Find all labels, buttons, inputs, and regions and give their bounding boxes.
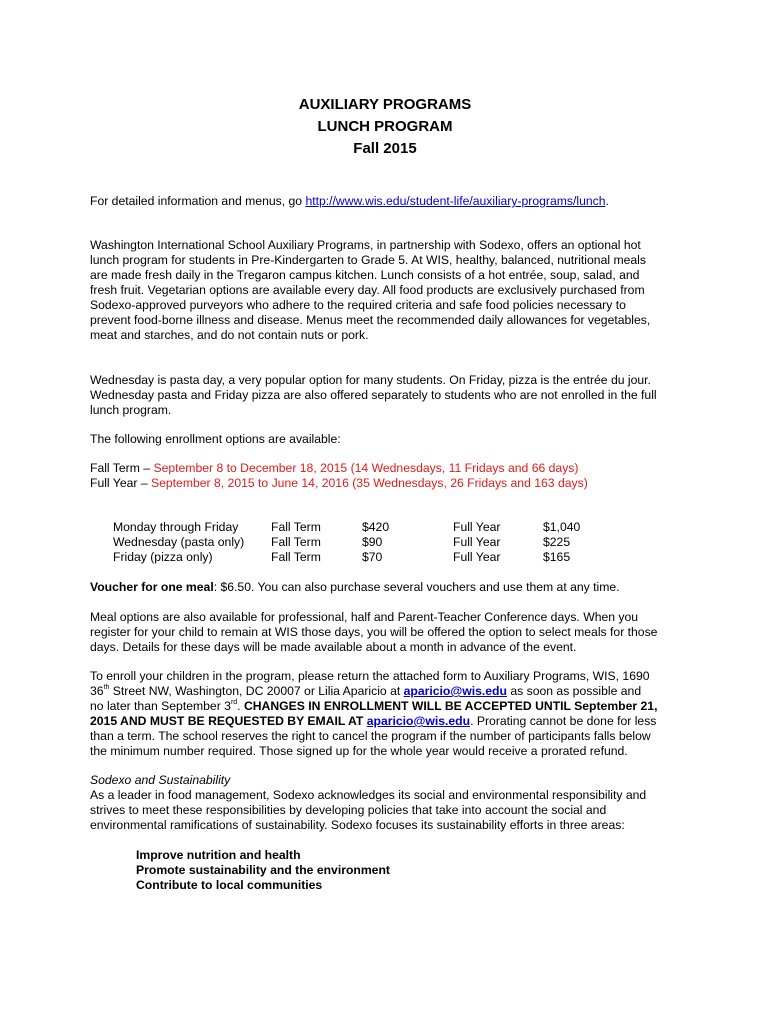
info-prefix: For detailed information and menus, go [90,194,306,208]
sustainability-line: As a leader in food management, Sodexo acknowledges its social and environmental responsibility and [90,788,647,802]
terms-block [90,461,685,491]
info-suffix: . [605,194,609,208]
title-line-3: Fall 2015 [353,140,417,157]
fall-term-label: Fall Term – [90,461,154,475]
year-price: $1,040 [543,520,581,534]
intro-line: Sodexo-approved purveyors who adhere to the required criteria and safe food policies necessary to [90,298,626,312]
enroll-paragraph [90,669,685,759]
enroll-text: 36 [90,684,104,698]
info-paragraph [90,194,685,209]
list-item: Improve nutrition and health [136,848,301,862]
enroll-text: . [237,699,244,713]
pasta-line: Wednesday is pasta day, a very popular option for many students. On Friday, pizza is the entrée du jour. [90,373,651,387]
enroll-superscript: th [103,684,110,691]
intro-line: fresh fruit. Vegetarian options are available every day. All food products are exclusively purchased from [90,283,645,297]
meal-options-line: register for your child to remain at WIS those days, you will be offered the option to select meals for those [90,625,658,639]
enroll-superscript: rd [230,699,238,706]
option-name: Friday (pizza only) [113,550,213,564]
full-year-dates: September 8, 2015 to June 14, 2016 (35 Wednesdays, 26 Fridays and 163 days) [150,476,588,490]
enroll-text: . Prorating cannot be done for less [470,714,657,728]
lunch-info-link[interactable]: http://www.wis.edu/student-life/auxiliary-programs/lunch [305,194,606,208]
meal-options-paragraph [90,610,685,655]
meal-options-line: days. Details for these days will be made available about a month in advance of the event. [90,640,577,654]
intro-line: prevent food-borne illness and disease. Menus meet the recommended daily allowances for vegetables, [90,313,651,327]
term-label: Fall Term [271,535,321,549]
meal-options-line: Meal options are also available for professional, half and Parent-Teacher Conference days. When you [90,610,639,624]
year-price: $165 [543,550,571,564]
option-name: Wednesday (pasta only) [113,535,245,549]
pasta-line: lunch program. [90,403,172,417]
enroll-line: To enroll your children in the program, please return the attached form to Auxiliary Programs, WIS, 1690 [90,669,650,683]
pasta-paragraph [90,373,685,418]
enroll-email-link[interactable]: aparicio@wis.edu [366,714,471,728]
intro-line: meat and starches, and do not contain nuts or pork. [90,328,369,342]
fall-term-dates: September 8 to December 18, 2015 (14 Wednesdays, 11 Fridays and 66 days) [153,461,579,475]
enroll-deadline: 2015 AND MUST BE REQUESTED BY EMAIL AT [90,714,367,728]
term-label: Fall Term [271,550,321,564]
sustainability-heading: Sodexo and Sustainability [90,773,231,787]
year-label: Full Year [453,550,501,564]
term-price: $70 [362,550,383,564]
year-label: Full Year [453,535,501,549]
intro-paragraph [90,238,685,343]
enroll-text: as soon as possible and [506,684,642,698]
enroll-email-link[interactable]: aparicio@wis.edu [403,684,507,698]
pasta-line: Wednesday pasta and Friday pizza are also offered separately to students who are not enrolled in the full [90,388,657,402]
option-name: Monday through Friday [113,520,239,534]
enroll-line: than a term. The school reserves the right to cancel the program if the number of participants falls below [90,729,651,743]
intro-line: Washington International School Auxiliary Programs, in partnership with Sodexo, offers an optional hot [90,238,641,252]
voucher-paragraph [90,580,685,595]
intro-line: are made fresh daily in the Tregaron campus kitchen. Lunch consists of a hot entrée, soup, salad, and [90,268,640,282]
term-label: Fall Term [271,520,321,534]
sustainability-line: strives to meet these responsibilities by developing policies that take into account the social and [90,803,607,817]
enroll-text: no later than September 3 [90,699,231,713]
intro-line: lunch program for students in Pre-Kindergarten to Grade 5. At WIS, healthy, balanced, nutritional meals [90,253,646,267]
title-line-1: AUXILIARY PROGRAMS [298,96,472,113]
sustainability-section [90,773,685,833]
enroll-deadline: CHANGES IN ENROLLMENT WILL BE ACCEPTED UNTIL September 21, [243,699,658,713]
sustainability-line: environmental ramifications of sustainability. Sodexo focuses its sustainability efforts in three areas: [90,818,625,832]
title-line-2: LUNCH PROGRAM [317,118,453,135]
title-block [0,94,770,160]
year-price: $225 [543,535,571,549]
voucher-label: Voucher for one meal [90,580,214,594]
full-year-label: Full Year – [90,476,151,490]
term-price: $90 [362,535,383,549]
term-price: $420 [362,520,390,534]
year-label: Full Year [453,520,501,534]
voucher-text: : $6.50. You can also purchase several vouchers and use them at any time. [213,580,620,594]
sustainability-areas [136,848,390,893]
enroll-text: Street NW, Washington, DC 20007 or Lilia Aparicio at [109,684,404,698]
options-intro: The following enrollment options are available: [90,432,341,446]
list-item: Contribute to local communities [136,878,323,892]
list-item: Promote sustainability and the environment [136,863,390,877]
enroll-line: the minimum number required. Those signed up for the whole year would receive a prorated refund. [90,744,628,758]
